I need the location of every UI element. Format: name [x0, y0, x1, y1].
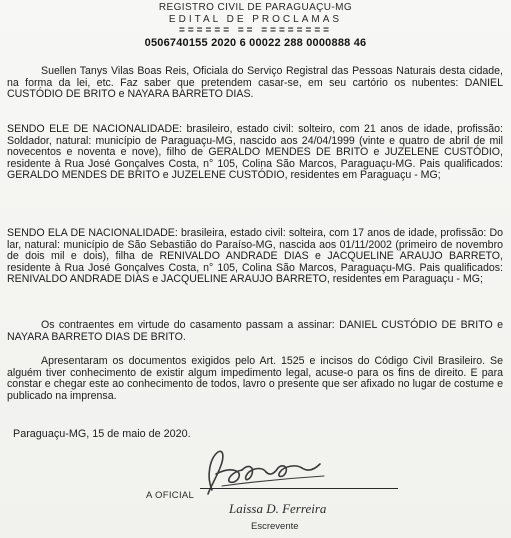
intro-paragraph: Suellen Tanys Vilas Boas Reis, Oficiala do Serviço Registral das Pessoas Naturais desta cidade, na forma da lei, etc. Faz saber que pretendem casar-se, em seu cartório os nubentes: DANIEL CUSTÓDIO DE BRITO e NAYARA BARRETO DIAS. — [7, 65, 503, 101]
groom-paragraph: SENDO ELE DE NACIONALIDADE: brasileiro, estado civil: solteiro, com 21 anos de idade, profissão: Soldador, natural: município de Paraguaçu-MG, nascido aos 24/04/1999 (vinte e quatro de abril de mil novecentos e noventa e nove), filho de GERALDO MENDES DE BRITO e JUZELENE CUSTÓDIO, residente à Rua José Gonçalves Costa, n° 105, Colina São Marcos, Paraguaçu-MG. Pais qualificados: GERALDO MENDES DE BRITO e JUZELENE CUSTÓDIO, residentes em Paraguaçu - MG; — [7, 123, 503, 182]
bride-paragraph: SENDO ELA DE NACIONALIDADE: brasileira, estado civil: solteira, com 17 anos de idade, profissão: Do lar, natural: município de São Sebastião do Paraíso-MG, nascida aos 01/11/2002 (primeiro de novembro de dois mil e dois), filha de RENIVALDO ANDRADE DIAS e JACQUELINE ARAUJO BARRETO, residente à Rua José Gonçalves Costa, n° 105, Colina São Marcos, Paraguaçu-MG. Pais qualificados: RENIVALDO ANDRADE DIAS e JACQUELINE ARAUJO BARRETO, residentes em Paraguaçu - MG; — [7, 227, 503, 286]
document-header — [0, 2, 511, 50]
title-underline: ====== == ======== — [179, 25, 332, 36]
date-line: Paraguaçu-MG, 15 de maio de 2020. — [13, 428, 191, 440]
document-title: EDITAL DE PROCLAMAS — [168, 14, 343, 25]
stamp-role: Escrevente — [251, 521, 299, 532]
stamp-name: Laissa D. Ferreira — [229, 501, 327, 516]
legal-paragraph: Apresentaram os documentos exigidos pelo Art. 1525 e incisos do Código Civil Brasileiro. Se alguém tiver conhecimento de existir algum impedimento legal, acuse-o para os fins de direito. E para constar e chegar este ao conhecimento de todos, lavro o presente que ser afixado no lugar de costume e publicado na imprensa. — [7, 355, 503, 402]
signature-line — [200, 488, 398, 489]
registry-code: 0506740155 2020 6 00022 288 0000888 46 — [144, 37, 367, 49]
consent-paragraph: Os contraentes em virtude do casamento passam a assinar: DANIEL CUSTÓDIO DE BRITO e NAYARA BARRETO DIAS DE BRITO. — [7, 319, 503, 343]
signature-label: A OFICIAL — [146, 490, 195, 501]
handwritten-signature — [192, 446, 342, 500]
registry-name: REGISTRO CIVIL DE PARAGUAÇU-MG — [158, 2, 353, 13]
